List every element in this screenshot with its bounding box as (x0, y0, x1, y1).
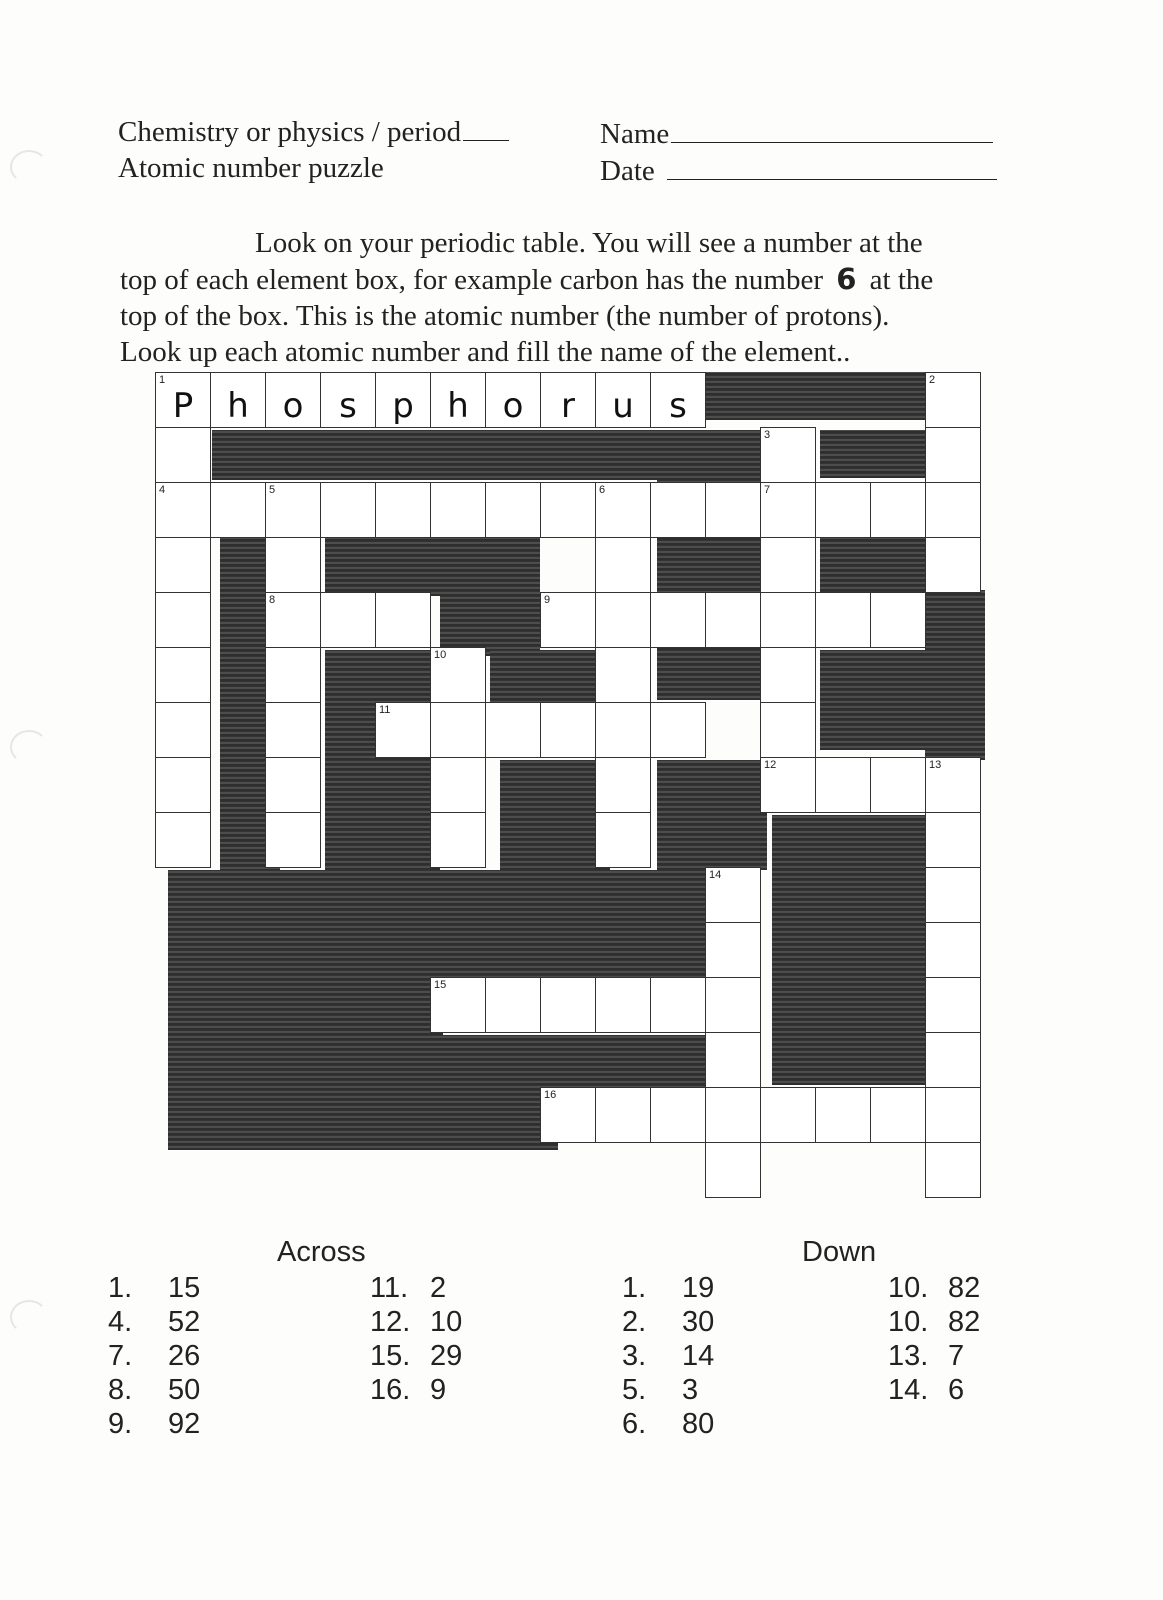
handwritten-letter: s (669, 386, 687, 426)
puzzle-cell[interactable] (155, 537, 211, 593)
puzzle-cell[interactable] (925, 977, 981, 1033)
puzzle-cell[interactable] (320, 482, 376, 538)
clue-across: 11. 2 (370, 1272, 447, 1304)
puzzle-cell[interactable] (705, 482, 761, 538)
instructions-line: top of each element box, for example carbon has the number 6 at the (120, 262, 934, 296)
puzzle-cell[interactable] (870, 592, 926, 648)
puzzle-cell[interactable] (760, 702, 816, 758)
puzzle-cell[interactable] (265, 482, 321, 538)
puzzle-cell[interactable] (705, 922, 761, 978)
clue-across: 15. 29 (370, 1340, 463, 1372)
handwritten-letter: o (502, 386, 524, 426)
puzzle-cell[interactable] (595, 977, 651, 1033)
puzzle-cell[interactable] (925, 1087, 981, 1143)
puzzle-cell[interactable] (760, 1087, 816, 1143)
clue-number: 10 (434, 649, 447, 661)
puzzle-cell[interactable] (925, 867, 981, 923)
clue-number: 14 (709, 869, 722, 881)
puzzle-cell[interactable] (650, 372, 706, 428)
puzzle-cell[interactable] (375, 592, 431, 648)
puzzle-cell[interactable] (595, 1087, 651, 1143)
shaded-area (820, 536, 930, 596)
puzzle-cell[interactable] (870, 757, 926, 813)
puzzle-cell[interactable] (210, 482, 266, 538)
puzzle-cell[interactable] (925, 1032, 981, 1088)
puzzle-cell[interactable] (375, 372, 431, 428)
clue-across: 12. 10 (370, 1306, 463, 1338)
shaded-area (168, 870, 718, 980)
clue-across: 7. 26 (108, 1340, 201, 1372)
puzzle-cell[interactable] (485, 372, 541, 428)
puzzle-cell[interactable] (540, 977, 596, 1033)
clue-across: 9. 92 (108, 1408, 201, 1440)
puzzle-cell[interactable] (430, 702, 486, 758)
puzzle-cell[interactable] (925, 922, 981, 978)
puzzle-cell[interactable] (705, 592, 761, 648)
puzzle-cell[interactable] (540, 1087, 596, 1143)
puzzle-cell[interactable] (210, 372, 266, 428)
clue-number: 15 (434, 979, 447, 991)
puzzle-cell[interactable] (650, 702, 706, 758)
shaded-area (772, 815, 932, 1085)
clue-number: 8 (269, 594, 276, 606)
clue-number: 5 (269, 484, 276, 496)
puzzle-cell[interactable] (375, 482, 431, 538)
clue-number: 2 (929, 374, 936, 386)
name-field: Name (600, 116, 993, 152)
puzzle-cell[interactable] (705, 867, 761, 923)
puzzle-cell[interactable] (155, 372, 211, 428)
course-line: Chemistry or physics / period (118, 114, 509, 150)
puzzle-cell[interactable] (705, 977, 761, 1033)
puzzle-cell[interactable] (540, 702, 596, 758)
handwritten-letter: h (227, 386, 249, 426)
puzzle-cell[interactable] (925, 1142, 981, 1198)
puzzle-cell[interactable] (595, 812, 651, 868)
puzzle-cell[interactable] (430, 647, 486, 703)
across-heading: Across (277, 1236, 366, 1268)
puzzle-cell[interactable] (595, 537, 651, 593)
shaded-area (700, 372, 930, 420)
puzzle-cell[interactable] (430, 977, 486, 1033)
puzzle-cell[interactable] (155, 482, 211, 538)
puzzle-cell[interactable] (650, 1087, 706, 1143)
clue-number: 4 (159, 484, 166, 496)
down-heading: Down (802, 1236, 877, 1268)
puzzle-cell[interactable] (320, 372, 376, 428)
clue-down: 1. 19 (622, 1272, 715, 1304)
puzzle-cell[interactable] (430, 372, 486, 428)
puzzle-cell[interactable] (925, 757, 981, 813)
handwritten-letter: o (282, 386, 304, 426)
puzzle-cell[interactable] (760, 482, 816, 538)
puzzle-cell[interactable] (815, 757, 871, 813)
handwritten-number: 6 (836, 262, 857, 296)
instructions-line: Look on your periodic table. You will see a number at the (255, 227, 923, 259)
shaded-area (212, 430, 767, 480)
puzzle-cell[interactable] (760, 757, 816, 813)
puzzle-cell[interactable] (760, 537, 816, 593)
clue-down: 10. 82 (888, 1306, 981, 1338)
clue-down: 13. 7 (888, 1340, 965, 1372)
puzzle-cell[interactable] (815, 592, 871, 648)
clue-number: 3 (764, 429, 771, 441)
clue-down: 3. 14 (622, 1340, 715, 1372)
puzzle-cell[interactable] (265, 702, 321, 758)
puzzle-cell[interactable] (485, 702, 541, 758)
clue-number: 16 (544, 1089, 557, 1101)
puzzle-cell[interactable] (540, 372, 596, 428)
puzzle-cell[interactable] (650, 592, 706, 648)
shaded-area (490, 650, 600, 705)
puzzle-cell[interactable] (540, 592, 596, 648)
puzzle-cell[interactable] (320, 592, 376, 648)
clue-across: 8. 50 (108, 1374, 201, 1406)
puzzle-cell[interactable] (265, 537, 321, 593)
clue-across: 16. 9 (370, 1374, 447, 1406)
puzzle-cell[interactable] (265, 592, 321, 648)
clue-number: 12 (764, 759, 777, 771)
puzzle-cell[interactable] (265, 757, 321, 813)
puzzle-cell[interactable] (155, 647, 211, 703)
puzzle-cell[interactable] (705, 1032, 761, 1088)
instructions-line: Look up each atomic number and fill the name of the element.. (120, 336, 851, 368)
puzzle-cell[interactable] (375, 702, 431, 758)
puzzle-cell[interactable] (760, 427, 816, 483)
clue-across: 4. 52 (108, 1306, 201, 1338)
clue-down: 14. 6 (888, 1374, 965, 1406)
puzzle-cell[interactable] (155, 427, 211, 483)
puzzle-cell[interactable] (265, 647, 321, 703)
puzzle-cell[interactable] (155, 592, 211, 648)
clue-number: 13 (929, 759, 942, 771)
clue-across: 1. 15 (108, 1272, 201, 1304)
puzzle-cell[interactable] (815, 1087, 871, 1143)
shaded-area (820, 430, 930, 478)
clue-number: 9 (544, 594, 551, 606)
shaded-area (820, 650, 980, 750)
shaded-area (168, 1090, 558, 1150)
clue-number: 11 (379, 704, 391, 716)
handwritten-letter: s (339, 386, 357, 426)
puzzle-cell[interactable] (595, 702, 651, 758)
clue-down: 5. 3 (622, 1374, 699, 1406)
punch-hole (10, 1300, 48, 1334)
puzzle-cell[interactable] (595, 592, 651, 648)
clue-number: 7 (764, 484, 771, 496)
puzzle-cell[interactable] (760, 592, 816, 648)
puzzle-cell[interactable] (760, 647, 816, 703)
puzzle-cell[interactable] (705, 1087, 761, 1143)
puzzle-cell[interactable] (155, 812, 211, 868)
puzzle-cell[interactable] (925, 372, 981, 428)
puzzle-cell[interactable] (870, 1087, 926, 1143)
shaded-area (325, 536, 540, 596)
puzzle-cell[interactable] (815, 482, 871, 538)
clue-number: 1 (159, 374, 166, 386)
shaded-area (168, 1035, 718, 1095)
puzzle-cell[interactable] (265, 812, 321, 868)
puzzle-cell[interactable] (595, 647, 651, 703)
handwritten-letter: P (172, 386, 194, 426)
puzzle-cell[interactable] (485, 482, 541, 538)
puzzle-cell[interactable] (925, 537, 981, 593)
puzzle-cell[interactable] (265, 372, 321, 428)
puzzle-cell[interactable] (650, 482, 706, 538)
date-field: Date (600, 153, 997, 189)
puzzle-cell[interactable] (925, 427, 981, 483)
clue-down: 6. 80 (622, 1408, 715, 1440)
puzzle-cell[interactable] (925, 812, 981, 868)
worksheet-title: Atomic number puzzle (118, 152, 384, 184)
handwritten-letter: u (612, 386, 634, 426)
puzzle-cell[interactable] (430, 482, 486, 538)
puzzle-cell[interactable] (155, 702, 211, 758)
shaded-area (657, 760, 767, 870)
puzzle-cell[interactable] (155, 757, 211, 813)
puzzle-cell[interactable] (595, 757, 651, 813)
puzzle-cell[interactable] (430, 757, 486, 813)
puzzle-cell[interactable] (705, 1142, 761, 1198)
puzzle-cell[interactable] (430, 812, 486, 868)
handwritten-letter: h (447, 386, 469, 426)
clue-down: 2. 30 (622, 1306, 715, 1338)
handwritten-letter: r (561, 386, 575, 426)
puzzle-cell[interactable] (650, 977, 706, 1033)
clue-down: 10. 82 (888, 1272, 981, 1304)
shaded-area (500, 760, 610, 870)
puzzle-cell[interactable] (485, 977, 541, 1033)
puzzle-cell[interactable] (540, 482, 596, 538)
clue-number: 6 (599, 484, 606, 496)
puzzle-cell[interactable] (870, 482, 926, 538)
puzzle-cell[interactable] (925, 482, 981, 538)
puzzle-cell[interactable] (595, 482, 651, 538)
shaded-area (325, 650, 440, 870)
puzzle-cell[interactable] (595, 372, 651, 428)
handwritten-letter: p (392, 386, 414, 426)
instructions-line: top of the box. This is the atomic number (the number of protons). (120, 300, 890, 332)
